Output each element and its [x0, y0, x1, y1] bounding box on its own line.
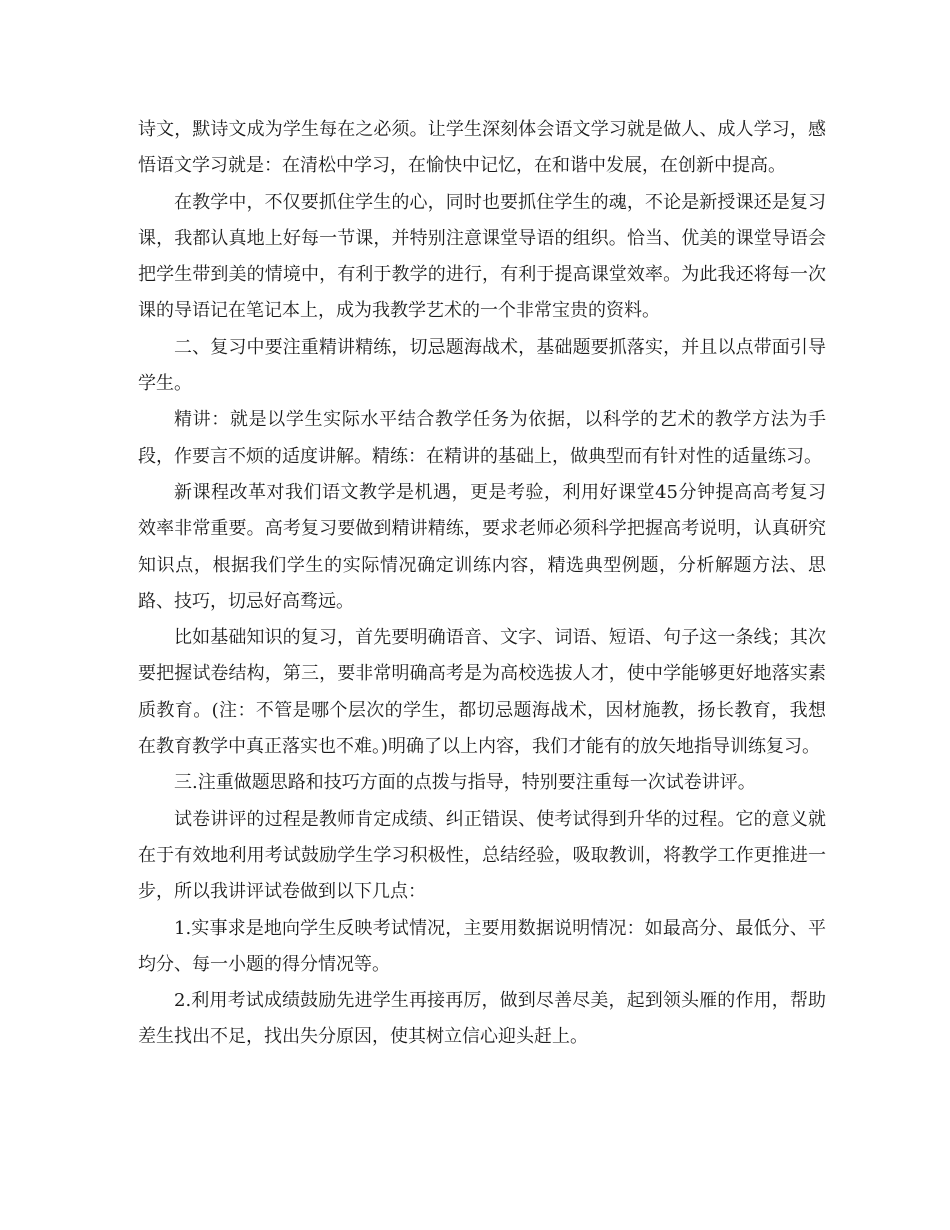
paragraph-8: 试卷讲评的过程是教师肯定成绩、纠正错误、使考试得到升华的过程。它的意义就在于有效地利用考试鼓励学生学习积极性，总结经验，吸取教训，将教学工作更推进一步，所以我讲评试卷做到以下几点：	[138, 808, 826, 903]
paragraph-5: 新课程改革对我们语文教学是机遇，更是考验，利用好课堂45分钟提高高考复习效率非常重要。高考复习要做到精讲精练，要求老师必须科学把握高考说明，认真研究知识点，根据我们学生的实际情况确定训练内容，精选典型例题，分析解题方法、思路、技巧，切忌好高骛远。	[138, 481, 826, 612]
paragraph-3: 二、复习中要注重精讲精练，切忌题海战术，基础题要抓落实，并且以点带面引导学生。	[138, 336, 826, 395]
paragraph-7: 三.注重做题思路和技巧方面的点拨与指导，特别要注重每一次试卷讲评。	[174, 772, 756, 794]
paragraph-1: 诗文，默诗文成为学生每在之必须。让学生深刻体会语文学习就是做人、成人学习，感悟语文学习就是：在清松中学习，在愉快中记忆，在和谐中发展，在创新中提高。	[138, 119, 826, 177]
paragraph-4: 精讲：就是以学生实际水平结合教学任务为依据，以科学的艺术的教学方法为手段，作要言不烦的适度讲解。精练：在精讲的基础上，做典型而有针对性的适量练习。	[138, 409, 826, 467]
paragraph-2: 在教学中，不仅要抓住学生的心，同时也要抓住学生的魂，不论是新授课还是复习课，我都认真地上好每一节课，并特别注意课堂导语的组织。恰当、优美的课堂导语会把学生带到美的情境中，有利于教学的进行，有利于提高课堂效率。为此我还将每一次课的导语记在笔记本上，成为我教学艺术的一个非常宝贵的资料。	[138, 191, 826, 322]
paragraph-9: 1.实事求是地向学生反映考试情况，主要用数据说明情况：如最高分、最低分、平均分、每一小题的得分情况等。	[138, 917, 826, 975]
paragraph-6: 比如基础知识的复习，首先要明确语音、文字、词语、短语、句子这一条线；其次要把握试卷结构，第三，要非常明确高考是为高校选拔人才，使中学能够更好地落实素质教育。(注：不管是哪个层次的学生，都切忌题海战术，因材施教，扬长教育，我想在教育教学中真正落实也不难。)明确了以上内容，我们才能有的放矢地指导训练复习。	[138, 627, 826, 758]
paragraph-10: 2.利用考试成绩鼓励先进学生再接再厉，做到尽善尽美，起到领头雁的作用，帮助差生找出不足，找出失分原因，使其树立信心迎头赶上。	[138, 990, 826, 1048]
